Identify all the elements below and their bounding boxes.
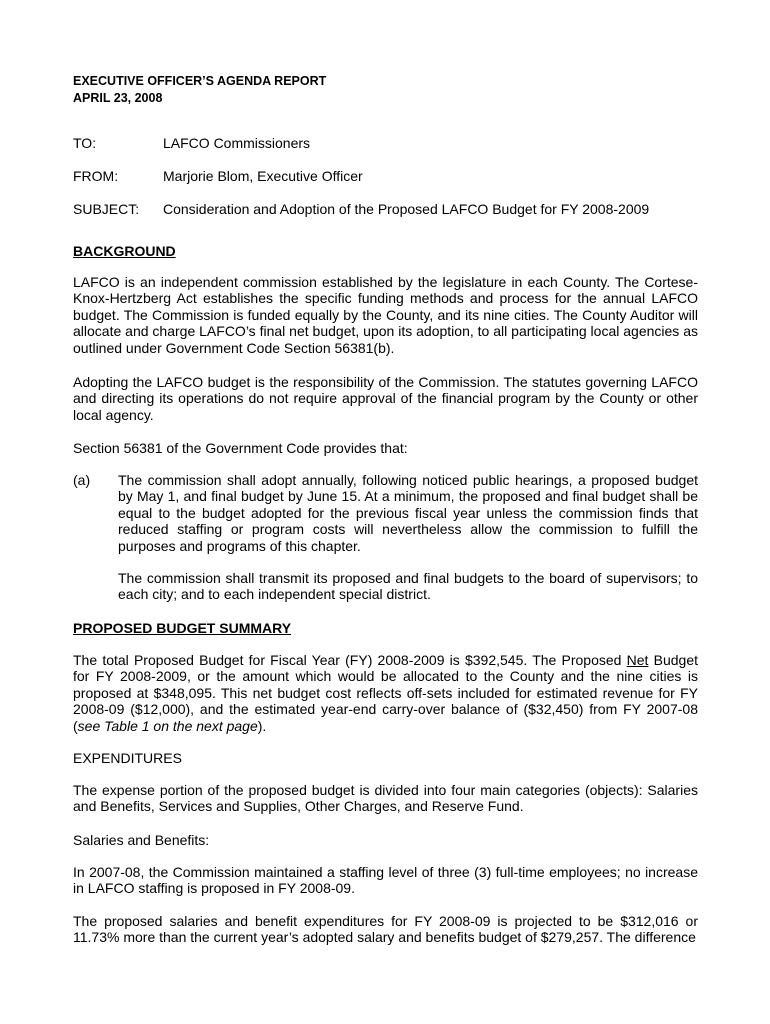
list-item-a-text: The commission shall adopt annually, following noticed public hearings, a proposed budget by May 1, and final budget by June 15. At a minimum, the proposed and final budget shall be equal to the budget adopted for the previous fiscal year unless the commission finds that reduced staffing or program costs will nevertheless allow the commission to fulfill the purposes and programs of this chapter.: [118, 472, 698, 554]
salaries-benefits-label: Salaries and Benefits:: [73, 832, 210, 848]
budget-summary-heading: PROPOSED BUDGET SUMMARY: [73, 620, 292, 636]
memo-to-row: [73, 134, 310, 152]
background-paragraph-3: Section 56381 of the Government Code provides that:: [73, 440, 408, 456]
summary-paragraph-2: The expense portion of the proposed budget is divided into four main categories (objects): Salaries and Benefits, Services and Supplies, Other Charges, and Reserve Fund.: [73, 782, 698, 815]
summary-p1-part-c: ).: [257, 717, 267, 734]
report-date: APRIL 23, 2008: [73, 91, 163, 105]
memo-from-row: [73, 167, 363, 185]
memo-subject-value: Consideration and Adoption of the Proposed LAFCO Budget for FY 2008-2009: [163, 201, 650, 217]
summary-p1-part-a: The total Proposed Budget for Fiscal Year (FY) 2008-2009 is $392,545. The Proposed: [73, 652, 627, 668]
background-heading: BACKGROUND: [73, 243, 176, 259]
summary-paragraph-3: In 2007-08, the Commission maintained a staffing level of three (3) full-time employees; no increase in LAFCO staffing is proposed in FY 2008-09.: [73, 864, 698, 897]
memo-to-label: TO:: [73, 135, 97, 151]
memo-subject-row: [73, 200, 649, 218]
report-header: [73, 73, 326, 107]
summary-paragraph-1: [73, 652, 698, 734]
memo-from-label: FROM:: [73, 168, 119, 184]
summary-p1-net: Net: [626, 652, 649, 668]
expenditures-label: EXPENDITURES: [73, 750, 182, 766]
list-marker-a: (a): [73, 472, 91, 488]
memo-from-value: Marjorie Blom, Executive Officer: [163, 168, 363, 184]
summary-p1-italic: see Table 1 on the next page: [77, 717, 258, 734]
list-item-a-text-2: The commission shall transmit its proposed and final budgets to the board of supervisors; to each city; and to each independent special district.: [118, 570, 698, 603]
report-title: EXECUTIVE OFFICER’S AGENDA REPORT: [73, 74, 327, 88]
summary-p1-part-b: Budget for FY 2008-2009, or the amount which would be allocated to the County and the nine cities is proposed at $348,095. This net budget cost reflects off-sets included for estimated revenue for FY 2008-09 ($12,000), and the estimated year-end carry-over balance of ($32,450) from FY 2007-08 (: [73, 652, 698, 734]
memo-subject-label: SUBJECT:: [73, 201, 140, 217]
background-paragraph-2: Adopting the LAFCO budget is the responsibility of the Commission. The statutes governing LAFCO and directing its operations do not require approval of the financial program by the County or other local agency.: [73, 374, 698, 423]
memo-to-value: LAFCO Commissioners: [163, 135, 311, 151]
summary-paragraph-4: The proposed salaries and benefit expenditures for FY 2008-09 is projected to be $312,016 or 11.73% more than the current year’s adopted salary and benefits budget of $279,257. The difference: [73, 913, 698, 946]
background-paragraph-1: LAFCO is an independent commission established by the legislature in each County. The Cortese-Knox-Hertzberg Act establishes the specific funding methods and process for the annual LAFCO budget. The Commission is funded equally by the County, and its nine cities. The County Auditor will allocate and charge LAFCO’s final net budget, upon its adoption, to all participating local agencies as outlined under Government Code Section 56381(b).: [73, 274, 698, 356]
